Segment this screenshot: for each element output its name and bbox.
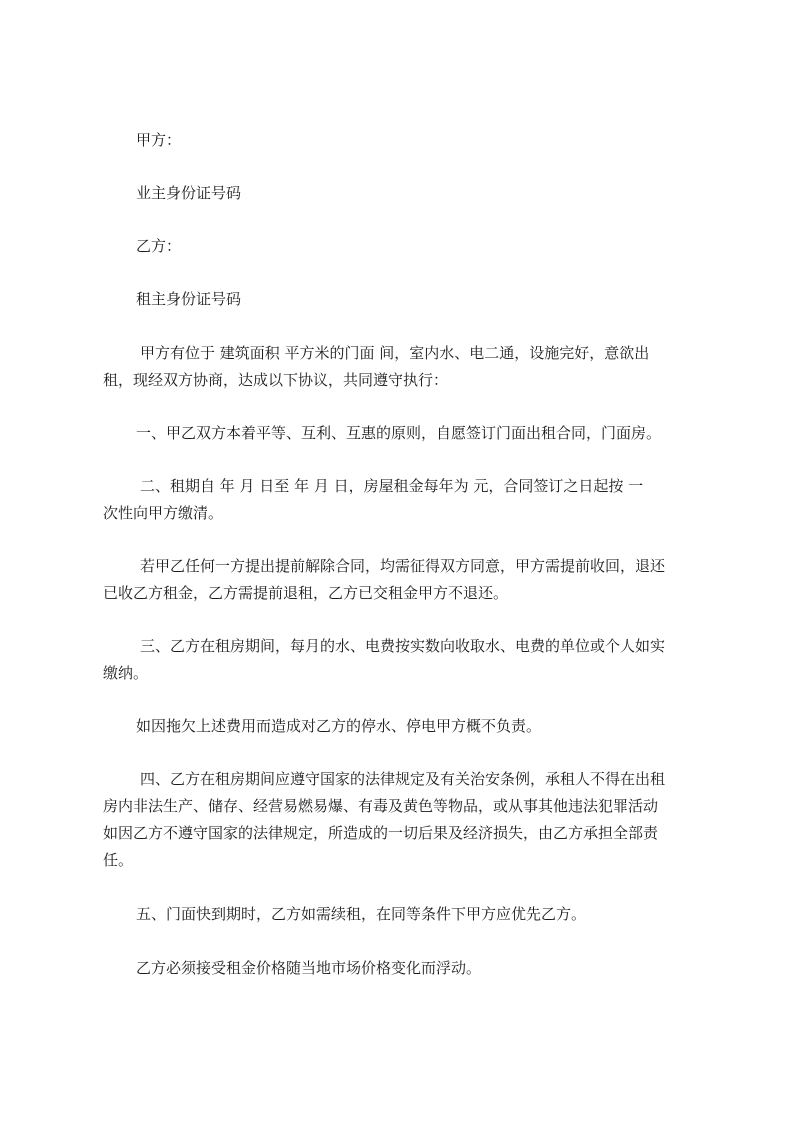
clause-3-line-1: 三、乙方在租房期间，每月的水、电费按实数向收取水、电费的单位或个人如实 [140,637,666,655]
intro-line-2: 租，现经双方协商，达成以下协议，共同遵守执行： [103,371,449,389]
party-a-text: 甲方： [136,131,182,149]
intro-line-1: 甲方有位于 建筑面积 平方米的门面 间，室内水、电二通，设施完好，意欲出 [140,344,650,362]
clause-4-line-1: 四、乙方在租房期间应遵守国家的法律规定及有关治安条例，承租人不得在出租 [140,770,666,788]
clause-4-line-2: 房内非法生产、储存、经营易燃易爆、有毒及黄色等物品，或从事其他违法犯罪活动 [103,797,659,815]
clause-4-line-4: 任。 [103,851,134,869]
owner-id-text: 业主身份证号码 [136,184,242,202]
tenant-id-text: 租主身份证号码 [136,290,242,308]
price-float-text: 乙方必须接受租金价格随当地市场价格变化而浮动。 [136,959,482,977]
termination-line-1: 若甲乙任何一方提出提前解除合同，均需征得双方同意，甲方需提前收回，退还 [140,557,666,575]
termination-line-2: 已收乙方租金，乙方需提前退租，乙方已交租金甲方不退还。 [103,584,509,602]
clause-2-line-2: 次性向甲方缴清。 [103,504,224,522]
party-b-text: 乙方： [136,237,182,255]
clause-5-text: 五、门面快到期时，乙方如需续租，在同等条件下甲方应优先乙方。 [136,905,587,923]
clause-2-line-1: 二、租期自 年 月 日至 年 月 日，房屋租金每年为 元，合同签订之日起按 一 [140,477,644,495]
arrears-text: 如因拖欠上述费用而造成对乙方的停水、停电甲方概不负责。 [136,717,542,735]
clause-3-line-2: 缴纳。 [103,664,149,682]
clause-4-line-3: 如因乙方不遵守国家的法律规定，所造成的一切后果及经济损失，由乙方承担全部责 [103,824,659,842]
clause-1-text: 一、甲乙双方本着平等、互利、互惠的原则，自愿签订门面出租合同，门面房。 [136,424,662,442]
